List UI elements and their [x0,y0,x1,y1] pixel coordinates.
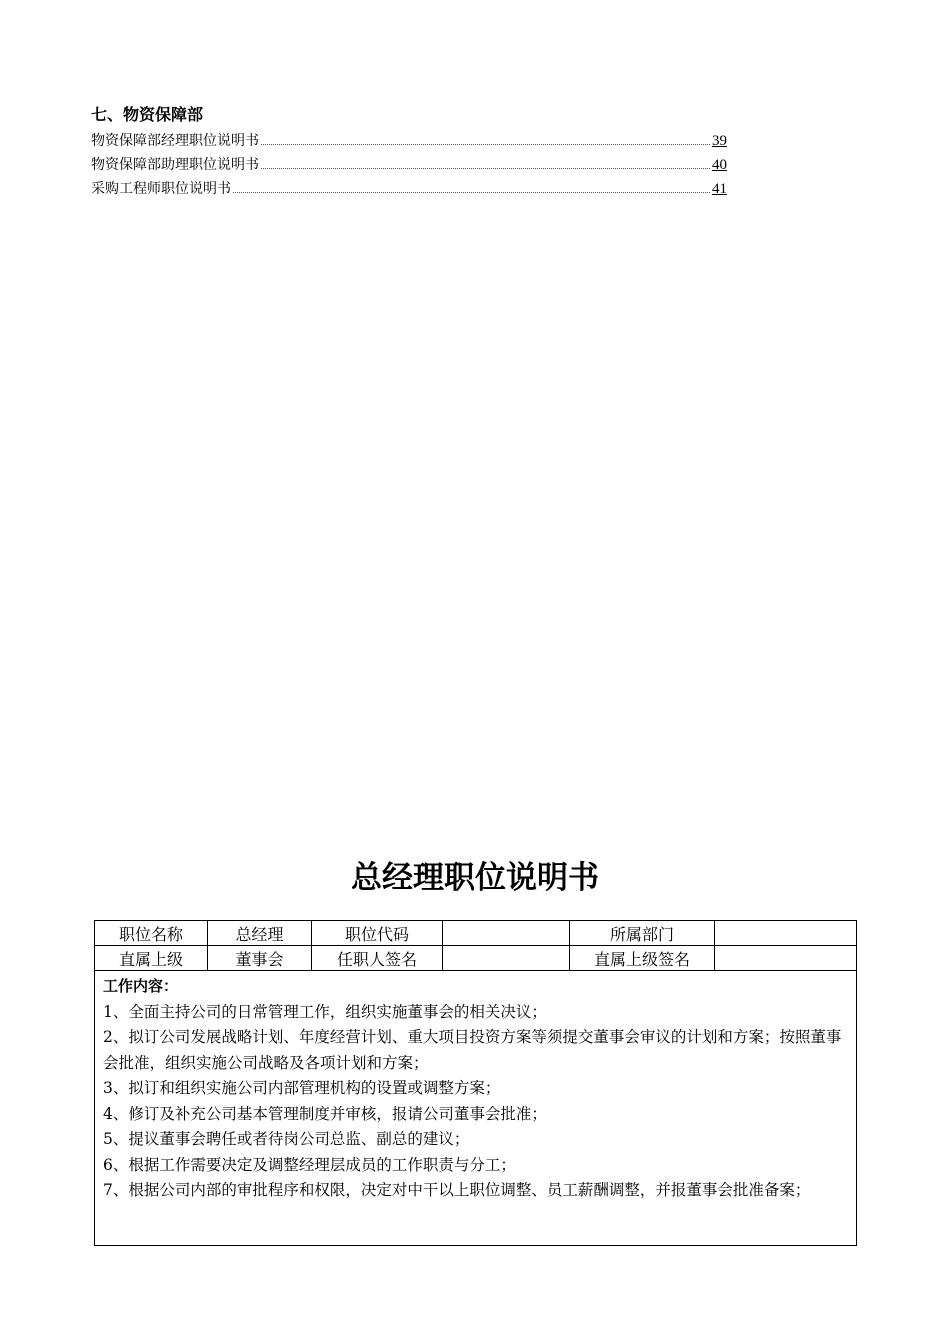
value-superior: 董事会 [208,946,312,971]
toc-section-heading: 七、物资保障部 [91,105,204,124]
toc-entry-title: 物资保障部助理职位说明书 [91,157,259,173]
duty-item: 7、根据公司内部的审批程序和权限，决定对中干以上职位调整、员工薪酬调整，并报董事会批准备案； [103,1181,811,1199]
toc-entry-page: 41 [712,181,727,197]
value-position-name: 总经理 [208,921,312,946]
toc-dot-leader [261,144,710,145]
label-department: 所属部门 [570,921,715,946]
duty-item: 3、拟订和组织实施公司内部管理机构的设置或调整方案； [103,1079,501,1097]
label-superior: 直属上级 [95,946,208,971]
job-description-table [94,920,857,1246]
table-row [95,971,857,1246]
label-superior-signature: 直属上级签名 [570,946,715,971]
work-content-heading: 工作内容： [103,977,179,995]
toc-entry-page: 40 [712,157,727,173]
label-position-name: 职位名称 [95,921,208,946]
toc-entry[interactable] [91,174,727,198]
value-department[interactable] [715,921,857,946]
duty-item: 4、修订及补充公司基本管理制度并审核，报请公司董事会批准； [103,1104,547,1123]
toc-entry[interactable] [91,126,727,150]
toc-entry-page: 39 [712,133,727,149]
table-row [95,946,857,971]
value-position-code[interactable] [443,921,570,946]
label-incumbent-signature: 任职人签名 [312,946,443,971]
toc-dot-leader [261,168,710,169]
toc-entry-title: 物资保障部经理职位说明书 [91,133,259,149]
duty-item: 6、根据工作需要决定及调整经理层成员的工作职责与分工； [103,1155,516,1174]
value-incumbent-signature[interactable] [443,946,570,971]
toc-entry-title: 采购工程师职位说明书 [91,181,231,197]
value-superior-signature[interactable] [715,946,857,971]
label-position-code: 职位代码 [312,921,443,946]
duty-item: 1、全面主持公司的日常管理工作，组织实施董事会的相关决议； [103,1002,547,1021]
table-row [95,921,857,946]
toc-entry[interactable] [91,150,727,174]
duty-item: 2、拟订公司发展战略计划、年度经营计划、重大项目投资方案等须提交董事会审议的计划和方案；按照董事会批准，组织实施公司战略及各项计划和方案； [103,1028,842,1072]
document-title: 总经理职位说明书 [351,860,599,896]
table-of-contents [91,126,727,198]
toc-dot-leader [233,192,710,193]
duty-item: 5、提议董事会聘任或者待岗公司总监、副总的建议； [103,1130,470,1148]
work-content-cell [95,971,857,1246]
